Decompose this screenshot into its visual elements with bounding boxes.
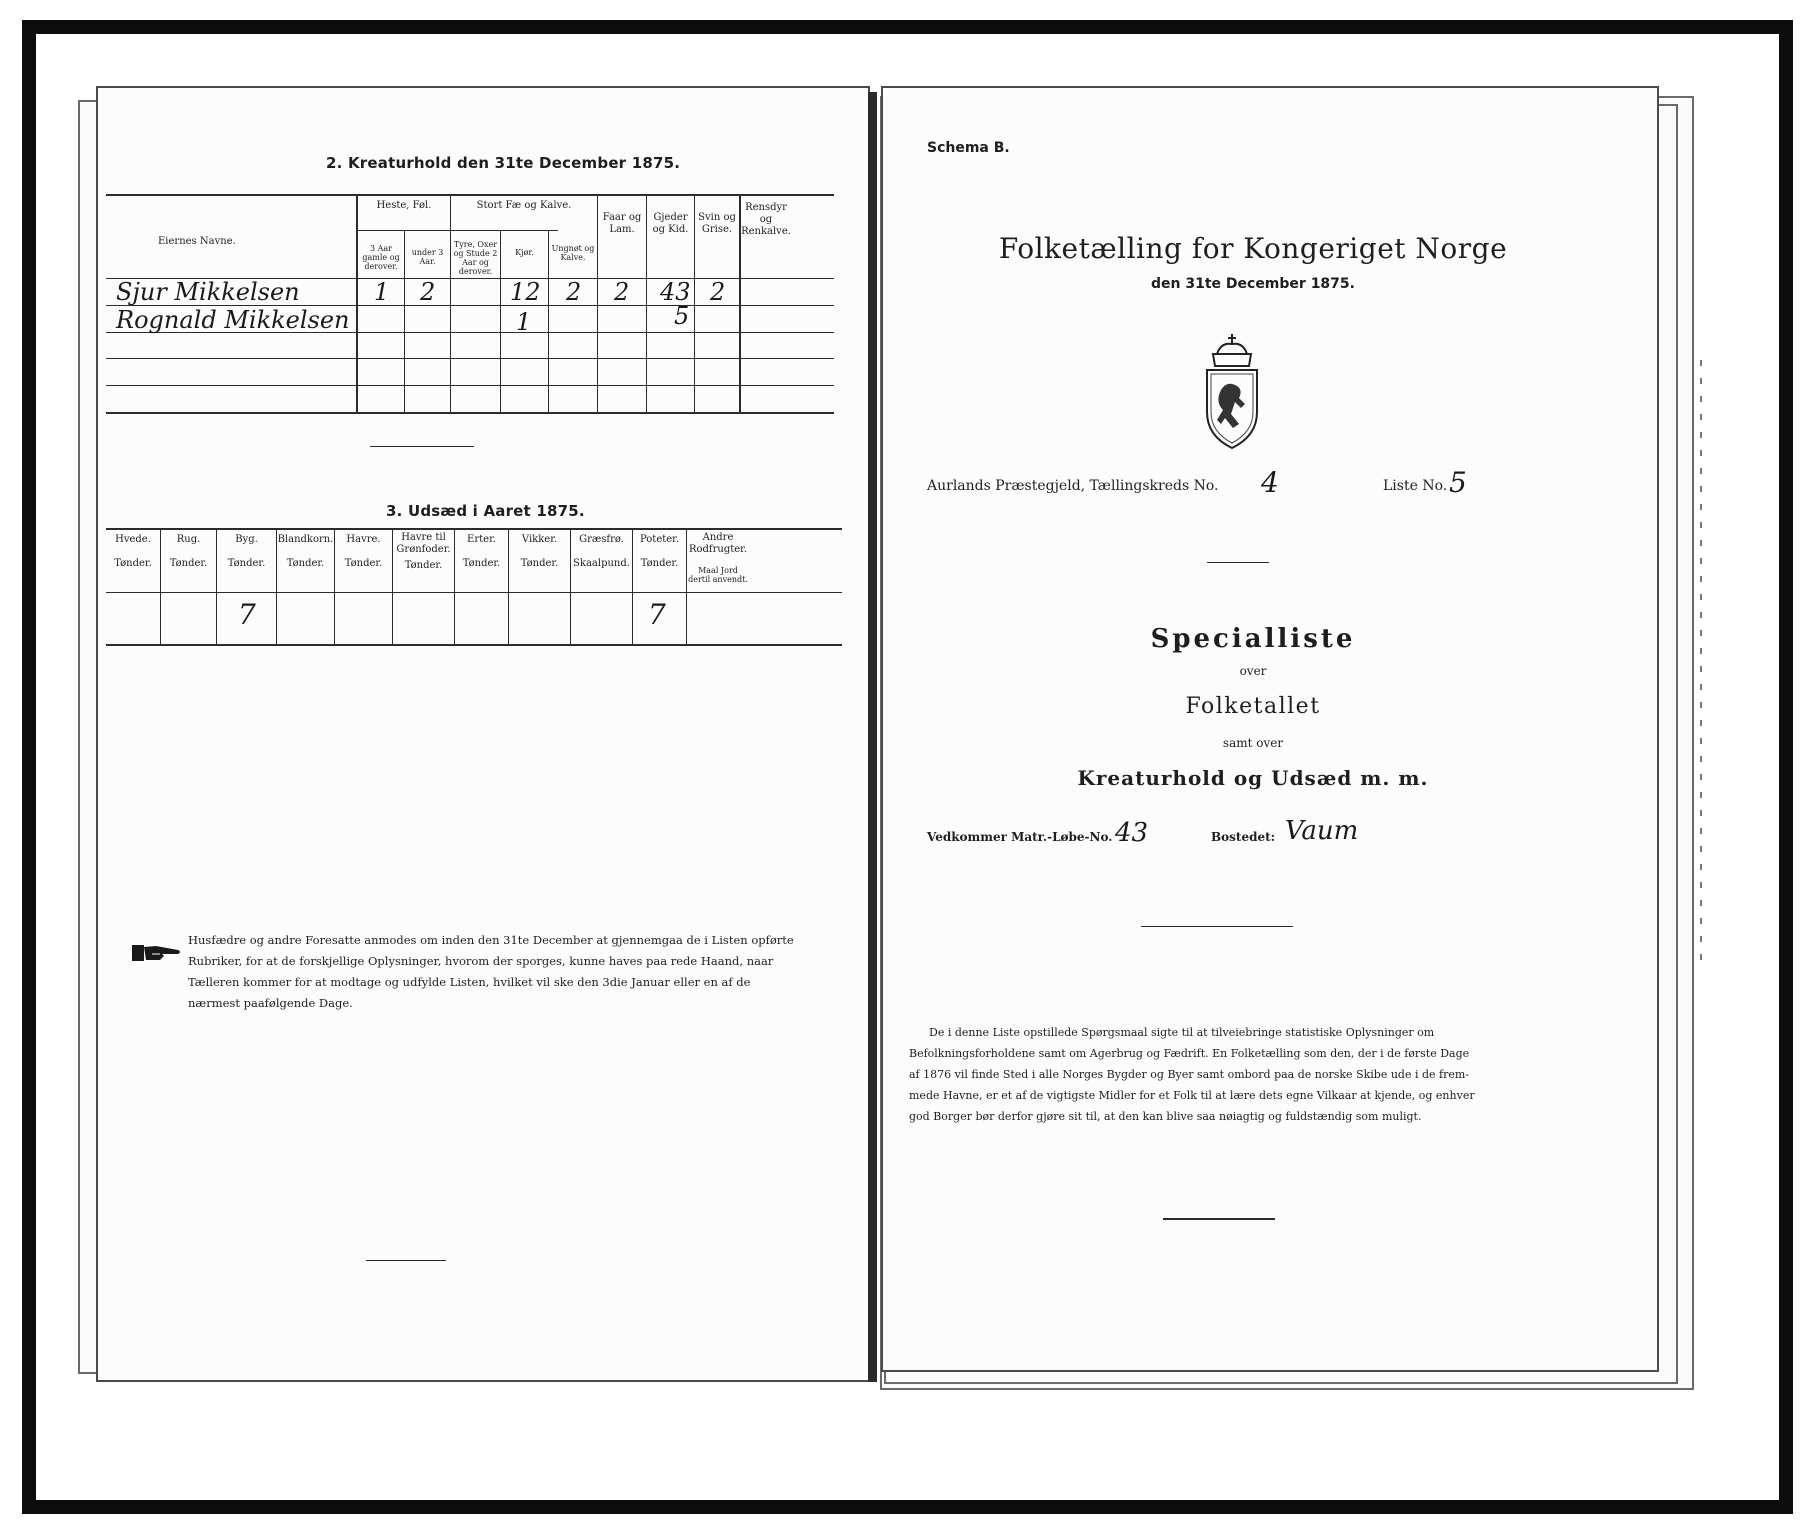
table-cell: 1 [374,278,390,306]
liste-number: 5 [1449,466,1467,499]
udsaed-col-poteter: Poteter. [639,534,680,545]
owner-column-header: Eiernes Navne. [158,236,236,247]
table-cell: 7 [648,598,666,631]
paragraph-line: Befolkningsforholdene samt om Agerbrug og Fædrift. En Folketælling som den, der i de første Dage [909,1047,1470,1060]
udsaed-col-andre: Andre Rodfrugter. [688,532,748,555]
table-cell: 2 [614,278,630,306]
folketallet-heading: Folketallet [1185,694,1321,719]
liste-label: Liste No. [1383,478,1448,494]
storfae-sub-ungnot: Ungnøt og Kalve. [551,244,595,262]
paragraph-line: af 1876 vil finde Sted i alle Norges Bygder og Byer samt ombord paa de norske Skibe ude i de frem- [909,1068,1470,1081]
census-date: den 31te December 1875. [1151,276,1355,292]
storfae-header: Stort Fæ og Kalve. [476,200,572,211]
bosted-label: Bostedet: [1211,830,1276,844]
samt-over-text: samt over [1222,736,1284,750]
paragraph-line: god Borger bør derfor gjøre sit til, at den kan blive saa nøiagtig og fuldstændig som muligt. [909,1110,1422,1123]
udsaed-col-unit: Tønder. [404,560,443,571]
divider [1207,562,1269,563]
bosted-value: Vaum [1285,816,1359,846]
census-title: Folketælling for Kongeriget Norge [998,232,1508,265]
udsaed-table [98,88,868,748]
udsaed-col-unit: Tønder. [344,558,383,569]
table-cell: 43 [660,278,691,306]
udsaed-col-havre-gronfoder: Havre til Grønfoder. [396,532,451,555]
over-text: over [1239,664,1267,678]
paragraph-line: De i denne Liste opstillede Spørgsmaal sigte til at tilveiebringe statistiske Oplysninger om [929,1026,1435,1039]
prestegjeld-label: Aurlands Præstegjeld, Tællingskreds No. [927,478,1219,494]
coat-of-arms-icon [1195,332,1269,454]
storfae-sub-tyre: Tyre, Oxer og Stude 2 Aar og derover. [453,240,498,276]
udsaed-col-vikker: Vikker. [521,534,558,545]
divider [1141,926,1293,927]
udsaed-col-havre: Havre. [346,534,381,545]
table-cell: 7 [238,598,256,631]
kreaturhold-heading: 2. Kreaturhold den 31te December 1875. [326,154,681,172]
heste-sub-gamle: 3 Aar gamle og derover. [362,244,400,271]
udsaed-col-unit: Tønder. [169,558,208,569]
rensdyr-header: Rensdyr og Renkalve. [741,202,791,237]
right-page [881,86,1659,1372]
udsaed-col-blandkorn: Blandkorn. [277,534,334,545]
table-row-owner-name: Rognald Mikkelsen [116,306,350,334]
udsaed-col-unit: Tønder. [520,558,559,569]
kreaturhold-subtitle: Kreaturhold og Udsæd m. m. [1077,766,1429,790]
udsaed-col-rug: Rug. [176,534,201,545]
udsaed-col-unit: Tønder. [462,558,501,569]
storfae-sub-kjor: Kjør. [515,248,534,257]
udsaed-col-unit: Tønder. [640,558,679,569]
udsaed-col-unit: Tønder. [227,558,266,569]
paragraph-line: mede Havne, er et af de vigtigste Midler for et Folk til at lære dets egne Vilkaar at kjende, og enhver [909,1089,1475,1102]
table-cell: 12 [510,278,541,306]
heste-header: Heste, Føl. [376,200,432,211]
udsaed-col-unit: Maal Jord dertil anvendt. [688,566,748,584]
divider [1163,1218,1275,1220]
matr-label: Vedkommer Matr.-Løbe-No. [927,830,1113,844]
table-cell: 5 [674,302,690,330]
specialliste-heading: Specialliste [1150,624,1356,654]
pointing-hand-icon [132,942,182,964]
udsaed-col-unit: Skaalpund. [573,558,630,569]
matr-number: 43 [1115,818,1149,848]
kreds-number: 4 [1261,466,1279,499]
info-paragraph [909,1022,1629,1127]
udsaed-col-unit: Tønder. [286,558,325,569]
book-spine [868,92,877,1382]
udsaed-heading: 3. Udsæd i Aaret 1875. [386,502,585,520]
svin-header: Svin og Grise. [698,212,736,235]
edge-marks [1700,360,1702,960]
notice-line: nærmest paafølgende Dage. [188,996,353,1010]
faar-header: Faar og Lam. [602,212,642,235]
udsaed-col-erter: Erter. [467,534,496,545]
notice-text [188,930,848,1014]
udsaed-col-graesfro: Græsfrø. [579,534,624,545]
table-cell: 2 [710,278,726,306]
udsaed-col-hvede: Hvede. [115,534,151,545]
heste-sub-unge: under 3 Aar. [411,248,444,266]
udsaed-col-byg: Byg. [235,534,258,545]
gjeder-header: Gjeder og Kid. [652,212,689,235]
udsaed-col-unit: Tønder. [114,558,152,569]
notice-line: Husfædre og andre Foresatte anmodes om inden den 31te December at gjennemgaa de i Listen opførte [188,933,794,947]
notice-line: Rubriker, for at de forskjellige Oplysninger, hvorom der sporges, kunne haves paa rede Haand, naar [188,954,774,968]
divider [366,1260,446,1261]
table-cell: 1 [516,308,532,336]
left-page [96,86,870,1382]
table-cell: 2 [420,278,436,306]
table-cell: 2 [566,278,582,306]
schema-label: Schema B. [927,140,1010,156]
table-row-owner-name: Sjur Mikkelsen [116,278,300,306]
notice-line: Tælleren kommer for at modtage og udfylde Listen, hvilket vil ske den 3die Januar eller en af de [188,975,751,989]
